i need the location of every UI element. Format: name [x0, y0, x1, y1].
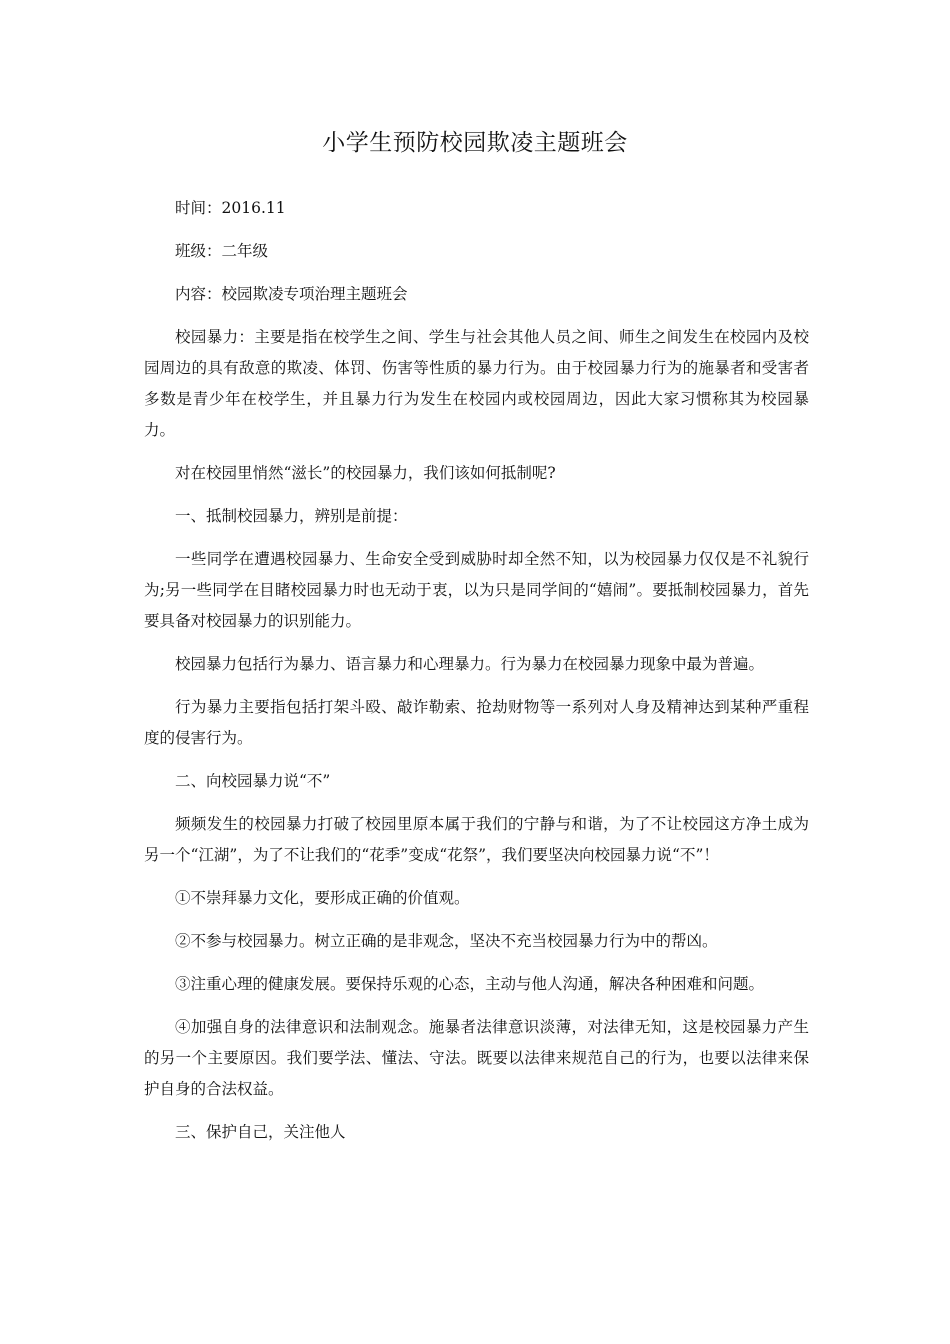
- list-item: ②不参与校园暴力。树立正确的是非观念，坚决不充当校园暴力行为中的帮凶。: [175, 932, 718, 950]
- section-heading-3: 三、保护自己，关注他人: [175, 1123, 346, 1141]
- paragraph: 校园暴力包括行为暴力、语言暴力和心理暴力。行为暴力在校园暴力现象中最为普遍。: [175, 655, 765, 673]
- paragraph: 一些同学在遭遇校园暴力、生命安全受到威胁时却全然不知，以为校园暴力仅仅是不礼貌行为;另一些同学在目睹校园暴力时也无动于衷，以为只是同学间的“嬉闹”。要抵制校园暴力，首先要具备对校园暴力的识别能力。: [144, 550, 809, 630]
- list-item: ①不崇拜暴力文化，要形成正确的价值观。: [175, 889, 470, 907]
- paragraph-class: 班级：二年级: [175, 242, 269, 260]
- section-heading-2: 二、向校园暴力说“不”: [175, 772, 331, 790]
- document-body: [144, 193, 809, 1160]
- list-item: ④加强自身的法律意识和法制观念。施暴者法律意识淡薄，对法律无知，这是校园暴力产生的另一个主要原因。我们要学法、懂法、守法。既要以法律来规范自己的行为，也要以法律来保护自身的合法权益。: [144, 1018, 809, 1098]
- section-heading-1: 一、抵制校园暴力，辨别是前提：: [175, 507, 408, 525]
- paragraph-time: 时间：2016.11: [175, 199, 286, 217]
- paragraph: 行为暴力主要指包括打架斗殴、敲诈勒索、抢劫财物等一系列对人身及精神达到某种严重程度的侵害行为。: [144, 698, 809, 747]
- paragraph: 频频发生的校园暴力打破了校园里原本属于我们的宁静与和谐，为了不让校园这方净土成为另一个“江湖”，为了不让我们的“花季”变成“花祭”，我们要坚决向校园暴力说“不”！: [144, 815, 809, 864]
- paragraph-definition: 校园暴力：主要是指在校学生之间、学生与社会其他人员之间、师生之间发生在校园内及校园周边的具有敌意的欺凌、体罚、伤害等性质的暴力行为。由于校园暴力行为的施暴者和受害者多数是青少年在校学生，并且暴力行为发生在校园内或校园周边，因此大家习惯称其为校园暴力。: [144, 328, 809, 439]
- document-title: 小学生预防校园欺凌主题班会: [322, 130, 628, 156]
- paragraph-question: 对在校园里悄然“滋长”的校园暴力，我们该如何抵制呢?: [175, 464, 556, 482]
- paragraph-content: 内容：校园欺凌专项治理主题班会: [175, 285, 408, 303]
- list-item: ③注重心理的健康发展。要保持乐观的心态，主动与他人沟通，解决各种困难和问题。: [175, 975, 765, 993]
